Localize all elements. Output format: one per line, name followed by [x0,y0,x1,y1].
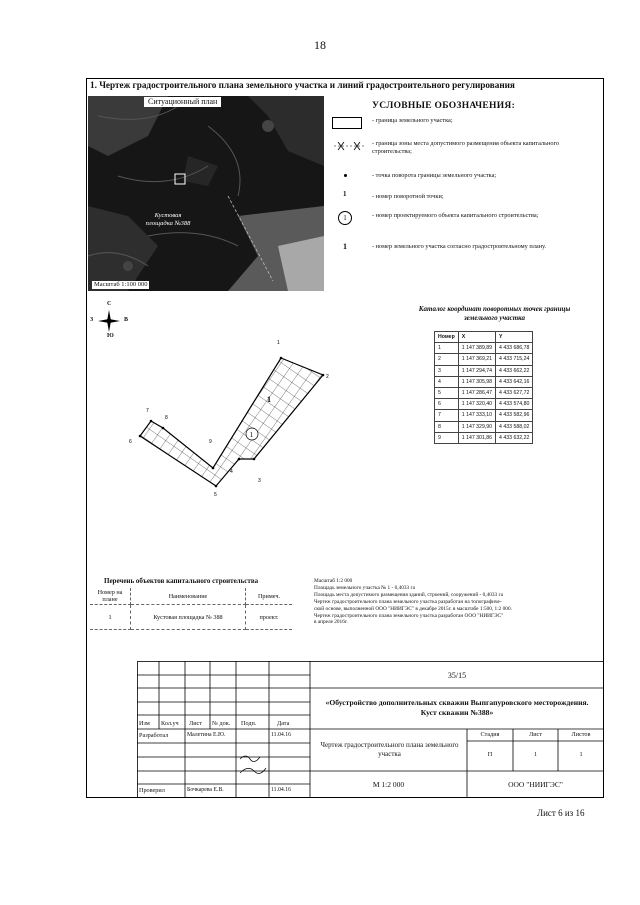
cell: 1 [90,605,131,630]
legend-item-plot-boundary: - граница земельного участка; [372,117,453,124]
col-x: X [458,332,495,343]
col-header-sign: Подп. [241,720,257,727]
cell: 1 147 333,10 [458,410,495,421]
table-row [435,421,533,432]
cell: 4 433 588,02 [496,421,533,432]
point-label-3: 3 [258,478,261,484]
cell: 1 147 301,86 [458,432,495,443]
plot-number-label: 1 [267,395,271,404]
cell: 2 [435,354,459,365]
cell: 7 [435,410,459,421]
col-name: Наименование [131,588,246,605]
legend-item-plot-number: - номер земельного участка согласно градостроительному плану. [372,243,547,250]
cell: 1 147 294,74 [458,365,495,376]
catalogue-title: Каталог координат поворотных точек границы земельного участка [418,305,571,322]
note-line: Масштаб 1:2 000 [314,578,353,584]
table-row [435,432,533,443]
cell: 6 [435,399,459,410]
note-line: в апреле 2016г. [314,619,348,626]
note-line: Площадь земельного участка № 1 - 0,4033 га [314,584,416,591]
cell: 4 433 582,96 [496,410,533,421]
company-name: ООО "НИИГЭС" [508,780,563,789]
cell: 4 433 632,22 [496,432,533,443]
plot-drawing [110,328,340,508]
situation-map-image [88,96,324,291]
cell: 1 147 369,21 [458,354,495,365]
legend-item-object-number: - номер проектируемого объекта капитального строительства; [372,212,539,219]
cell: 4 433 662,22 [496,365,533,376]
cell: 1 147 305,98 [458,376,495,387]
col-header-izm: Изм [139,720,150,727]
compass-west: З [90,317,94,323]
col-note: Примеч. [246,588,293,605]
section-heading: 1. Чертеж градостроительного плана земельного участка и линий градостроительного регулирования [90,80,515,90]
col-plan-number: Номер на плане [90,588,131,605]
object-number-label: 1 [249,431,253,439]
cell: 4 433 627,72 [496,387,533,398]
point-label-6: 6 [129,439,132,445]
cell: 1 147 320,40 [458,399,495,410]
cell: 8 [435,421,459,432]
checker-date: 11.04.16 [271,787,292,793]
project-code: 35/15 [447,671,467,680]
col-number: Номер [435,332,459,343]
sheet-value: 1 [533,751,538,758]
turn-point-symbol [344,174,347,177]
cell: 4 433 686,78 [496,343,533,354]
title-block-grid [137,661,604,798]
developer-date: 11.04.16 [271,732,292,738]
table-header-row [435,332,533,343]
cell: 3 [435,365,459,376]
col-header-doc: № док. [212,720,231,727]
sheet-footer: Лист 6 из 16 [537,808,585,818]
drawing-title: Чертеж градостроительного плана земельного участка [320,741,459,758]
notes [314,578,596,626]
coordinates-table [434,331,533,444]
placement-zone-symbol [334,140,364,152]
legend-item-placement-zone: - граница зоны места допустимого размещения объекта капитального строительства; [372,140,560,155]
situation-map-title: Ситуационный план [144,97,221,107]
note-line: Чертеж градостроительного плана земельного участка разработан ООО "НИИГЭС" [314,612,504,619]
sheets-value: 1 [579,751,583,758]
compass-south: Ю [107,333,114,339]
note-line: Площадь места допустимого размещения зданий, строений, сооружений - 0,4033 га [314,591,504,598]
table-row [435,354,533,365]
developer-role: Разработал [139,732,169,739]
cell: 1 147 286,47 [458,387,495,398]
table-row [435,399,533,410]
point-label-5: 5 [214,492,217,498]
table-row [90,605,292,630]
cell: проект. [246,605,293,630]
cell: 4 433 642,16 [496,376,533,387]
cell: 1 147 329,90 [458,421,495,432]
page-number: 18 [314,38,326,52]
developer-name: Малетина Е.Ю. [187,732,226,738]
table-row [435,365,533,376]
sheet-label: Лист [529,731,542,738]
compass-north: С [107,301,112,307]
cell: Кустовая площадка № 388 [131,605,246,630]
objects-table [90,588,292,630]
legend-title: УСЛОВНЫЕ ОБОЗНАЧЕНИЯ: [372,101,516,111]
turn-number-symbol: 1 [343,190,347,198]
cell: 4 [435,376,459,387]
checker-name: Бочкарева Е.В. [187,787,224,793]
object-number-symbol: 1 [338,211,352,225]
cell: 1 [435,343,459,354]
title-block [137,661,604,798]
col-y: Y [496,332,533,343]
compass-east: В [124,317,129,323]
col-header-date: Дата [277,720,290,727]
situation-map [88,96,324,291]
table-row [435,343,533,354]
point-label-2: 2 [326,374,329,380]
point-label-9: 9 [209,439,212,445]
cell: 4 433 574,80 [496,399,533,410]
point-label-7: 7 [146,408,149,414]
cell: 1 147 389,89 [458,343,495,354]
stage-label: Стадия [480,731,500,738]
cell: 5 [435,387,459,398]
cell: 4 433 715,24 [496,354,533,365]
note-line: ской основе, выполненной ООО "НИИГЭС" в декабре 2015г. в масштабе 1:500, 1:2 000. [314,605,512,612]
sheets-label: Листов [571,731,591,738]
checker-role: Проверил [139,787,165,794]
table-header-row [90,588,292,605]
project-title: «Обустройство дополнительных скважин Выпгапуровского месторождения. Куст скважин №388» [325,698,589,717]
situation-map-scale: Масштаб 1:100 000 [94,281,148,288]
note-line: Чертеж градостроительного плана земельного участка разработан на топографиче- [314,598,502,605]
plot-boundary-symbol [332,117,362,129]
table-row [435,387,533,398]
stage-value: П [487,751,493,758]
point-label-8: 8 [165,415,168,421]
cell: 9 [435,432,459,443]
placement-zone-hatch [140,358,323,486]
col-header-list: Лист [189,720,202,727]
col-header-kol: Кол.уч [161,720,179,727]
table-row [435,410,533,421]
point-label-1: 1 [277,340,280,346]
objects-title: Перечень объектов капитального строительства [104,577,259,585]
plot-number-symbol: 1 [343,242,347,251]
table-row [435,376,533,387]
legend-item-turn-point: - точка поворота границы земельного участка; [372,172,497,179]
point-label-4: 4 [230,469,233,475]
scale-label: М 1:2 000 [372,780,405,789]
situation-map-label: Кустовая площадка №388 [145,212,191,227]
legend-item-turn-number: - номер поворотной точки; [372,193,444,200]
